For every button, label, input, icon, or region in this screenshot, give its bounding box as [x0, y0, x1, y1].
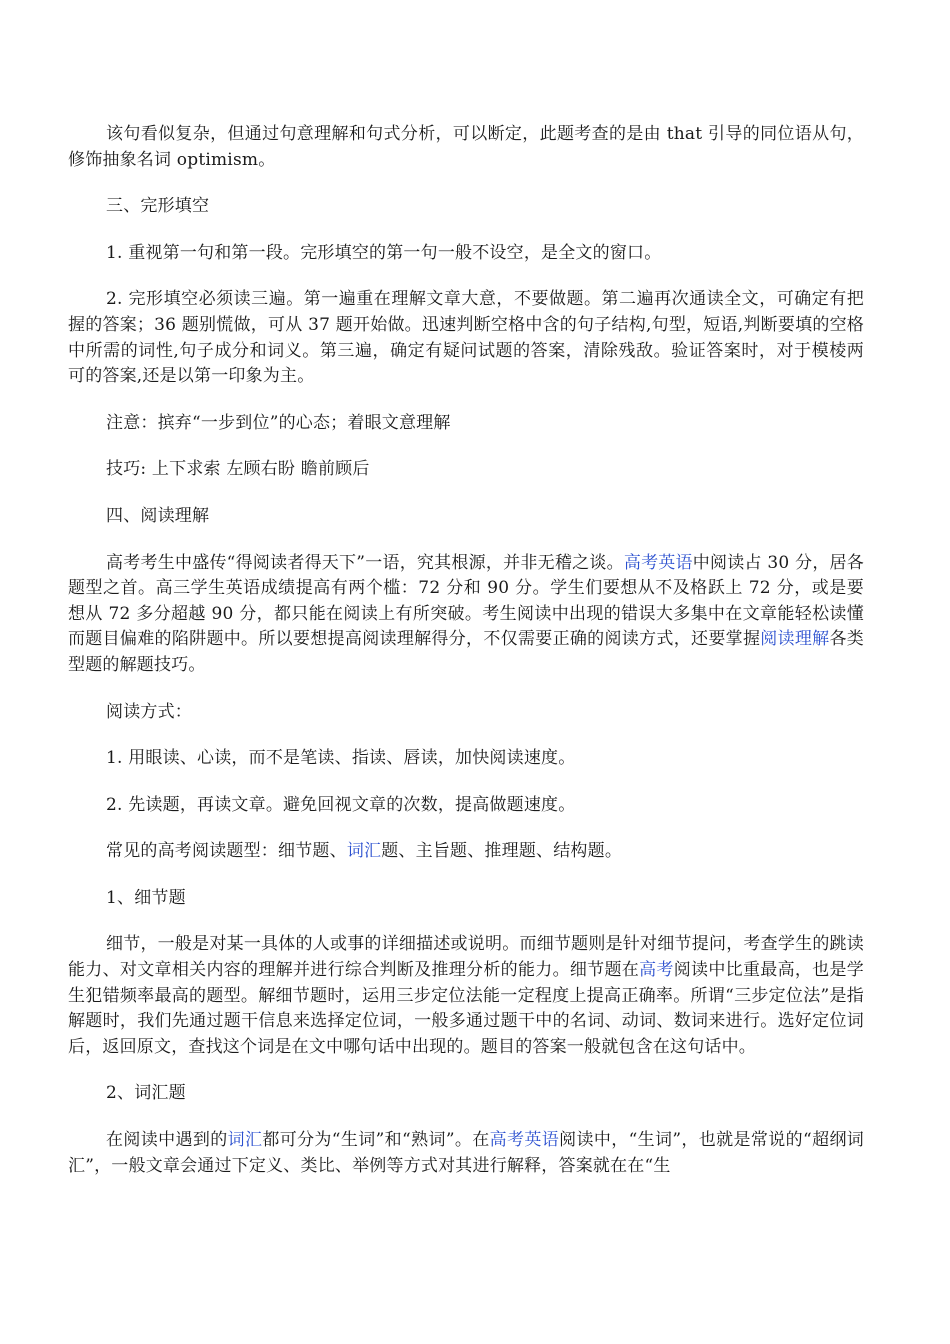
paragraph-text: 各类型题的解题技巧。 — [68, 629, 864, 675]
paragraph-p16 — [68, 1128, 864, 1179]
paragraph-p04 — [68, 287, 864, 389]
paragraph-p12 — [68, 839, 864, 865]
paragraph-text: 三、完形填空 — [106, 196, 210, 217]
paragraph-text: 高考考生中盛传“得阅读者得天下”一语，究其根源，并非无稽之谈。 — [106, 552, 624, 573]
paragraph-text: 细节，一般是对某一具体的人或事的详细描述或说明。而细节题则是针对细节提问，考查学生的跳读能力、对文章相关内容的理解并进行综合判断及推理分析的能力。细节题在 — [68, 934, 864, 981]
paragraph-p06 — [68, 457, 864, 483]
inline-link[interactable]: 词汇 — [346, 841, 382, 862]
paragraph-text: 2、词汇题 — [106, 1083, 186, 1104]
paragraph-text: 常见的高考阅读题型：细节题、 — [106, 841, 347, 862]
paragraph-text: 该句看似复杂，但通过句意理解和句式分析，可以断定，此题考查的是由 that 引导的同位语从句，修饰抽象名词 optimism。 — [68, 124, 864, 170]
paragraph-p07 — [68, 504, 864, 530]
paragraph-p05 — [68, 411, 864, 437]
paragraph-p10 — [68, 746, 864, 772]
paragraph-text: 2. 完形填空必须读三遍。第一遍重在理解文章大意，不要做题。第二遍再次通读全文，可确定有把握的答案；36 题别慌做，可从 37 题开始做。迅速判断空格中含的句子结构,句型，短语,判断要填的空格中所需的词性,句子成分和词义。第三遍，确定有疑问试题的答案，清除残敌。验证答案时，对于模棱两可的答案,还是以第一印象为主。 — [68, 289, 864, 387]
paragraph-text: 阅读方式： — [106, 701, 192, 722]
paragraph-text: 题、主旨题、推理题、结构题。 — [381, 841, 623, 862]
inline-link[interactable]: 高考英语 — [489, 1130, 560, 1151]
paragraph-p14 — [68, 932, 864, 1060]
paragraph-text: 1. 重视第一句和第一段。完形填空的第一句一般不设空，是全文的窗口。 — [106, 242, 662, 263]
paragraph-p13 — [68, 886, 864, 912]
paragraph-p02 — [68, 194, 864, 220]
paragraph-text: 中阅读占 30 分，居各题型之首。高三学生英语成绩提高有两个槛：72 分和 90 分。学生们要想从不及格跃上 72 分，或是要想从 72 多分超越 90 分，都只能在阅读上有所突破。考生阅读中出现的错误大多集中在文章能轻松读懂而题目偏难的陷阱题中。所以要想提高阅读理解得分，不仅需要正确的阅读方式，还要掌握 — [68, 552, 864, 650]
paragraph-text: 2. 先读题，再读文章。避免回视文章的次数，提高做题速度。 — [106, 794, 576, 815]
inline-link[interactable]: 高考 — [639, 960, 674, 981]
paragraph-text: 四、阅读理解 — [106, 505, 210, 526]
paragraph-p01 — [68, 122, 864, 173]
paragraph-text: 在阅读中遇到的 — [106, 1130, 228, 1151]
paragraph-p09 — [68, 700, 864, 726]
paragraph-text: 阅读中，“生词”，也就是常说的“超纲词汇”，一般文章会通过下定义、类比、举例等方式对其进行解释，答案就在在“生 — [68, 1130, 865, 1176]
inline-link[interactable]: 词汇 — [227, 1130, 263, 1151]
inline-link[interactable]: 阅读理解 — [760, 629, 830, 650]
paragraph-text: 阅读中比重最高，也是学生犯错频率最高的题型。解细节题时，运用三步定位法能一定程度上提高正确率。所谓“三步定位法”是指解题时，我们先通过题干信息来选择定位词，一般多通过题干中的名词、动词、数词来进行。选好定位词后，返回原文，查找这个词是在文中哪句话中出现的。题目的答案一般就包含在这句话中。 — [68, 960, 864, 1057]
paragraph-text: 1、细节题 — [106, 887, 186, 908]
paragraph-p08 — [68, 551, 864, 679]
document-page — [68, 122, 864, 1200]
paragraph-p15 — [68, 1081, 864, 1107]
paragraph-p11 — [68, 793, 864, 819]
paragraph-text: 都可分为“生词”和“熟词”。在 — [262, 1130, 490, 1151]
paragraph-text: 注意：摈弃“一步到位”的心态；着眼文意理解 — [106, 412, 451, 433]
inline-link[interactable]: 高考英语 — [623, 552, 693, 573]
paragraph-text: 1. 用眼读、心读，而不是笔读、指读、唇读，加快阅读速度。 — [106, 748, 576, 769]
paragraph-text: 技巧: 上下求索 左顾右盼 瞻前顾后 — [106, 459, 370, 480]
paragraph-p03 — [68, 241, 864, 267]
